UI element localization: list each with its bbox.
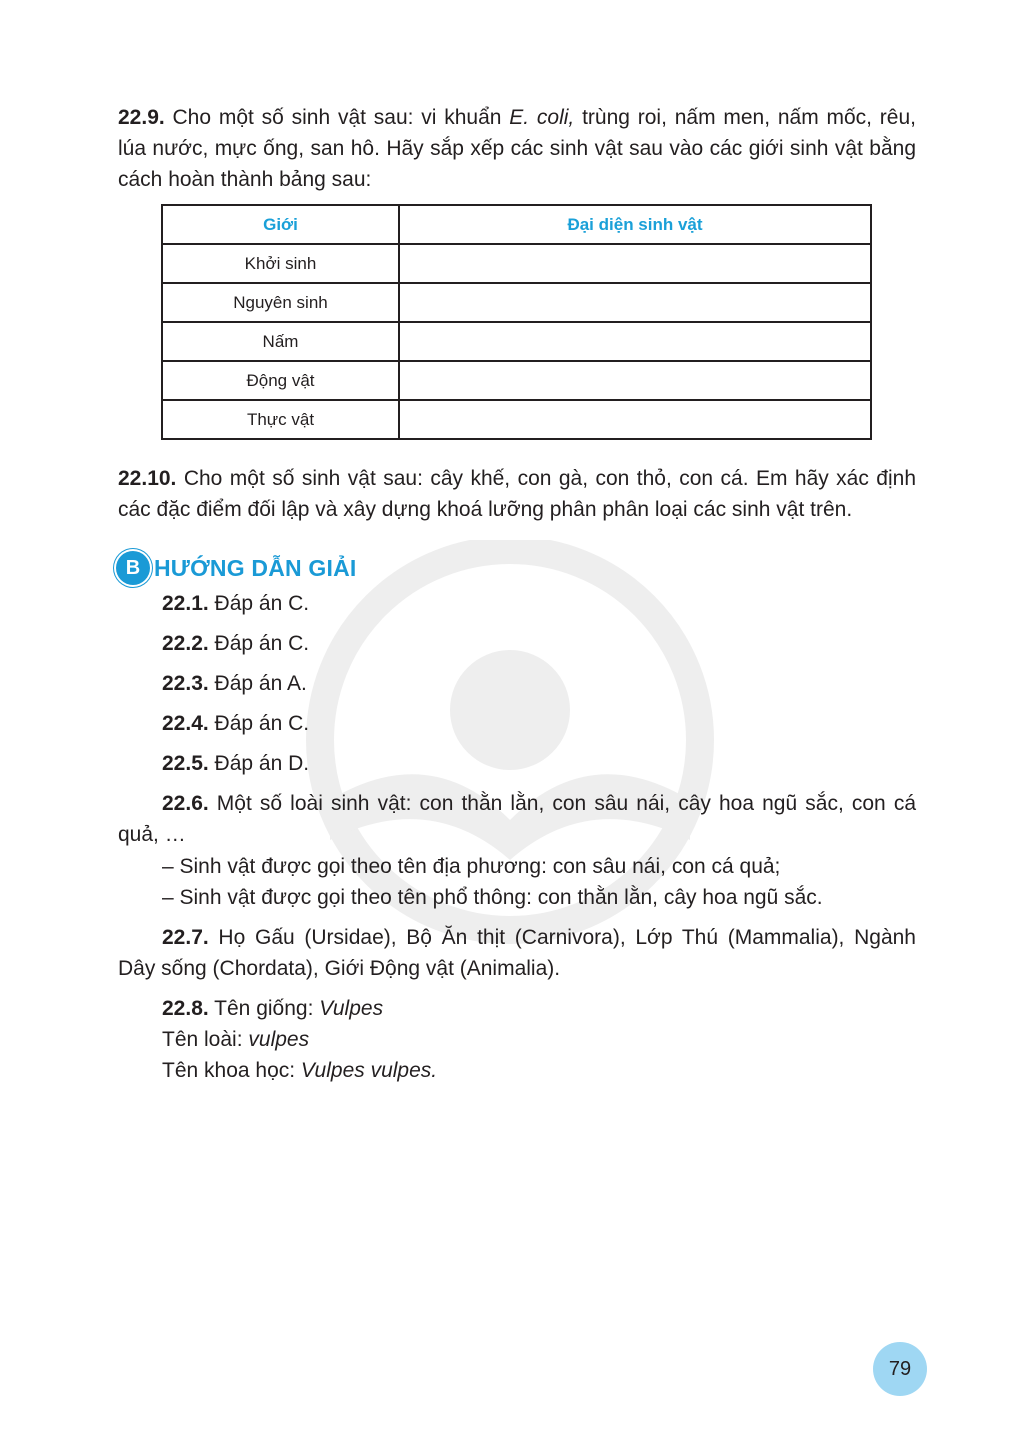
answer-22-6-line-2: – Sinh vật được gọi theo tên phổ thông: con thằn lằn, cây hoa ngũ sắc. xyxy=(162,886,823,909)
answer-22-1 xyxy=(162,588,309,619)
label: Tên khoa học: xyxy=(162,1059,301,1082)
kingdom-cell: Nấm xyxy=(162,322,399,361)
question-22-10 xyxy=(118,463,916,525)
species-name: vulpes xyxy=(248,1028,310,1051)
kingdom-cell: Khởi sinh xyxy=(162,244,399,283)
genus-name: Vulpes xyxy=(319,997,384,1020)
answer-22-8-species xyxy=(162,1024,309,1055)
section-title: HƯỚNG DẪN GIẢI xyxy=(154,554,357,581)
answer-text: Một số loài sinh vật: con thằn lằn, con sâu nái, cây hoa ngũ sắc, con cá quả, … xyxy=(118,792,916,846)
answer-number: 22.8. xyxy=(162,997,209,1020)
answer-number: 22.2. xyxy=(162,632,209,655)
answer-22-3 xyxy=(162,668,307,699)
kingdom-cell: Động vật xyxy=(162,361,399,400)
kingdom-cell: Thực vật xyxy=(162,400,399,439)
question-text: Cho một số sinh vật sau: cây khế, con gà, con thỏ, con cá. Em hãy xác định các đặc điểm đối lập và xây dựng khoá lưỡng phân phân loại các sinh vật trên. xyxy=(118,467,916,521)
answer-cell xyxy=(399,400,871,439)
answer-22-6-line-1: – Sinh vật được gọi theo tên địa phương: con sâu nái, con cá quả; xyxy=(162,855,781,878)
scientific-name: Vulpes vulpes. xyxy=(300,1059,438,1082)
question-text: Cho một số sinh vật sau: vi khuẩn xyxy=(164,106,510,129)
question-number: 22.9. xyxy=(118,106,165,129)
answer-cell xyxy=(399,283,871,322)
question-22-9 xyxy=(118,102,916,195)
answer-text: Họ Gấu (Ursidae), Bộ Ăn thịt (Carnivora), Lớp Thú (Mammalia), Ngành Dây sống (Chordata), Giới Động vật (Animalia). xyxy=(118,926,916,980)
label: Tên giống: xyxy=(208,997,320,1020)
question-text-cont: trùng roi, nấm men, nấm mốc, rêu, lúa nước, mực ống, san hô. Hãy sắp xếp các sinh vật sau vào các giới sinh vật bằng cách hoàn thành bảng sau: xyxy=(118,106,916,191)
answer-22-2 xyxy=(162,628,309,659)
species-name: E. coli, xyxy=(509,106,575,129)
answer-number: 22.3. xyxy=(162,672,209,695)
table-row xyxy=(162,361,871,400)
answer-number: 22.7. xyxy=(162,926,209,949)
page-number: 79 xyxy=(873,1342,927,1396)
answer-22-8-genus xyxy=(162,993,383,1024)
answer-22-7 xyxy=(118,922,916,984)
kingdom-table xyxy=(161,204,872,440)
label: Tên loài: xyxy=(162,1028,249,1051)
section-badge: B xyxy=(116,551,150,585)
answer-number: 22.4. xyxy=(162,712,209,735)
table-row xyxy=(162,244,871,283)
answer-text: Đáp án D. xyxy=(208,752,310,775)
answer-number: 22.6. xyxy=(162,792,209,815)
answer-number: 22.1. xyxy=(162,592,209,615)
table-row xyxy=(162,400,871,439)
answer-22-8-scientific xyxy=(162,1055,437,1086)
header-kingdom: Giới xyxy=(162,205,399,244)
question-number: 22.10. xyxy=(118,467,177,490)
header-representatives: Đại diện sinh vật xyxy=(399,205,871,244)
answer-cell xyxy=(399,322,871,361)
kingdom-cell: Nguyên sinh xyxy=(162,283,399,322)
answer-22-4 xyxy=(162,708,309,739)
answer-text: Đáp án C. xyxy=(208,712,310,735)
table-header-row xyxy=(162,205,871,244)
answer-text: Đáp án C. xyxy=(208,592,310,615)
answer-text: Đáp án C. xyxy=(208,632,310,655)
table-row xyxy=(162,283,871,322)
answer-cell xyxy=(399,244,871,283)
section-heading xyxy=(116,551,357,585)
answer-number: 22.5. xyxy=(162,752,209,775)
answer-22-6 xyxy=(118,788,916,850)
table-row xyxy=(162,322,871,361)
answer-text: Đáp án A. xyxy=(208,672,307,695)
answer-cell xyxy=(399,361,871,400)
answer-22-5 xyxy=(162,748,309,779)
